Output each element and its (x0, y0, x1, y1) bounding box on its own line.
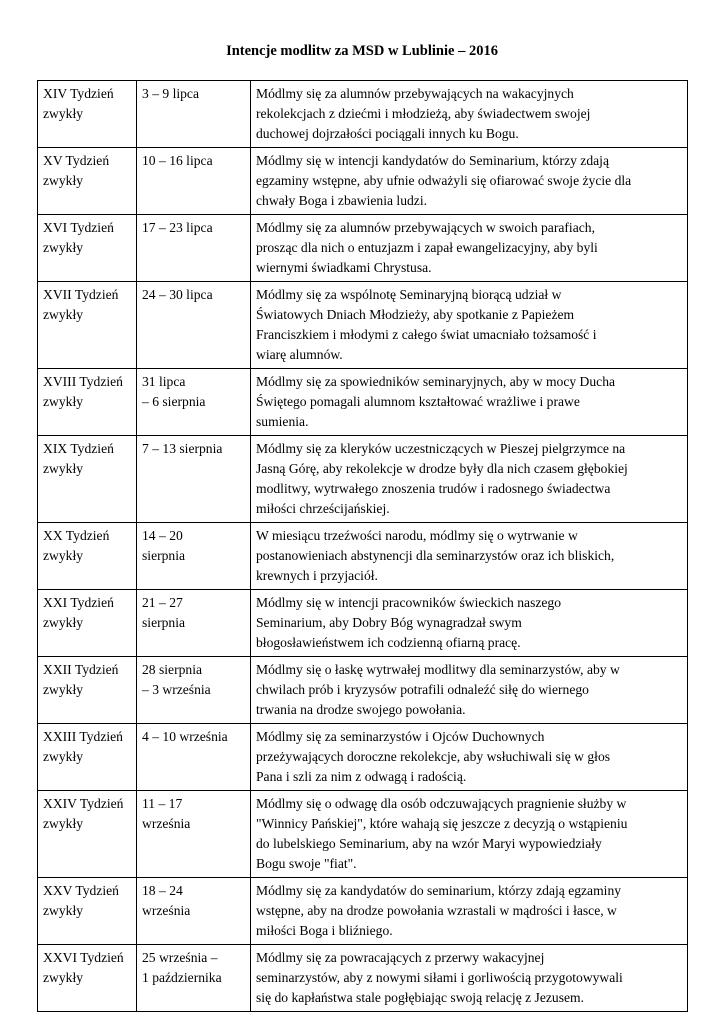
table-row (38, 791, 688, 878)
table-row (38, 81, 688, 148)
intention-cell: Módlmy się za wspólnotę Seminaryjną biorącą udział w Światowych Dniach Młodzieży, aby spotkanie z Papieżem Franciszkiem i młodymi z całego świat umacniało tożsamość i wiarę alumnów. (251, 282, 688, 369)
table-row (38, 282, 688, 369)
week-cell: XXI Tydzień zwykły (38, 590, 137, 657)
table-row (38, 724, 688, 791)
week-cell: XV Tydzień zwykły (38, 148, 137, 215)
table-row (38, 369, 688, 436)
intention-cell: Módlmy się o łaskę wytrwałej modlitwy dla seminarzystów, aby w chwilach prób i kryzysów potrafili odnaleźć siłę do wiernego trwania na drodze swojego powołania. (251, 657, 688, 724)
dates-cell: 10 – 16 lipca (137, 148, 251, 215)
intention-cell: Módlmy się za alumnów przebywających w swoich parafiach, prosząc dla nich o entuzjazm i zapał ewangelizacyjny, aby byli wiernymi świadkami Chrystusa. (251, 215, 688, 282)
week-cell: XVII Tydzień zwykły (38, 282, 137, 369)
table-row (38, 657, 688, 724)
week-cell: XXVI Tydzień zwykły (38, 945, 137, 1012)
week-cell: XX Tydzień zwykły (38, 523, 137, 590)
dates-cell: 28 sierpnia – 3 września (137, 657, 251, 724)
intention-cell: Módlmy się za spowiedników seminaryjnych, aby w mocy Ducha Świętego pomagali alumnom kształtować wrażliwe i prawe sumienia. (251, 369, 688, 436)
intentions-table (37, 80, 688, 1012)
table-row (38, 436, 688, 523)
table-row (38, 148, 688, 215)
dates-cell: 11 – 17 września (137, 791, 251, 878)
page-title: Intencje modlitw za MSD w Lublinie – 2016 (226, 43, 498, 59)
intention-cell: Módlmy się za seminarzystów i Ojców Duchownych przeżywających doroczne rekolekcje, aby wsłuchiwali się w głos Pana i szli za nim z odwagą i radością. (251, 724, 688, 791)
intention-cell: Módlmy się za kleryków uczestniczących w Pieszej pielgrzymce na Jasną Górę, aby rekolekcje w drodze były dla nich czasem głębokiej modlitwy, wytrwałego znoszenia trudów i radosnego świadectwa miłości chrześcijańskiej. (251, 436, 688, 523)
table-row (38, 878, 688, 945)
intention-cell: Módlmy się w intencji pracowników świeckich naszego Seminarium, aby Dobry Bóg wynagradzał swym błogosławieństwem ich codzienną ofiarną pracę. (251, 590, 688, 657)
week-cell: XVI Tydzień zwykły (38, 215, 137, 282)
dates-cell: 21 – 27 sierpnia (137, 590, 251, 657)
week-cell: XIV Tydzień zwykły (38, 81, 137, 148)
dates-cell: 17 – 23 lipca (137, 215, 251, 282)
dates-cell: 3 – 9 lipca (137, 81, 251, 148)
intention-cell: W miesiącu trzeźwości narodu, módlmy się o wytrwanie w postanowieniach abstynencji dla seminarzystów oraz ich bliskich, krewnych i przyjaciół. (251, 523, 688, 590)
dates-cell: 24 – 30 lipca (137, 282, 251, 369)
table-row (38, 945, 688, 1012)
table-row (38, 590, 688, 657)
intention-cell: Módlmy się za alumnów przebywających na wakacyjnych rekolekcjach z dziećmi i młodzieżą, aby świadectwem swojej duchowej dojrzałości pociągali innych ku Bogu. (251, 81, 688, 148)
dates-cell: 7 – 13 sierpnia (137, 436, 251, 523)
week-cell: XXIII Tydzień zwykły (38, 724, 137, 791)
intention-cell: Módlmy się o odwagę dla osób odczuwających pragnienie służby w "Winnicy Pańskiej", które wahają się jeszcze z decyzją o wstąpieniu do lubelskiego Seminarium, aby na wzór Maryi wypowiedziały Bogu swoje "fiat". (251, 791, 688, 878)
dates-cell: 14 – 20 sierpnia (137, 523, 251, 590)
table-row (38, 523, 688, 590)
week-cell: XXIV Tydzień zwykły (38, 791, 137, 878)
intention-cell: Módlmy się za powracających z przerwy wakacyjnej seminarzystów, aby z nowymi siłami i gorliwością przygotowywali się do kapłaństwa stale pogłębiając swoją relację z Jezusem. (251, 945, 688, 1012)
intention-cell: Módlmy się za kandydatów do seminarium, którzy zdają egzaminy wstępne, aby na drodze powołania wzrastali w mądrości i łasce, w miłości Boga i bliźniego. (251, 878, 688, 945)
intentions-table-body (38, 81, 688, 1012)
dates-cell: 4 – 10 września (137, 724, 251, 791)
week-cell: XVIII Tydzień zwykły (38, 369, 137, 436)
intention-cell: Módlmy się w intencji kandydatów do Seminarium, którzy zdają egzaminy wstępne, aby ufnie odważyli się ofiarować swoje życie dla chwały Boga i zbawienia ludzi. (251, 148, 688, 215)
week-cell: XXII Tydzień zwykły (38, 657, 137, 724)
dates-cell: 18 – 24 września (137, 878, 251, 945)
dates-cell: 25 września – 1 października (137, 945, 251, 1012)
dates-cell: 31 lipca – 6 sierpnia (137, 369, 251, 436)
table-row (38, 215, 688, 282)
week-cell: XXV Tydzień zwykły (38, 878, 137, 945)
week-cell: XIX Tydzień zwykły (38, 436, 137, 523)
